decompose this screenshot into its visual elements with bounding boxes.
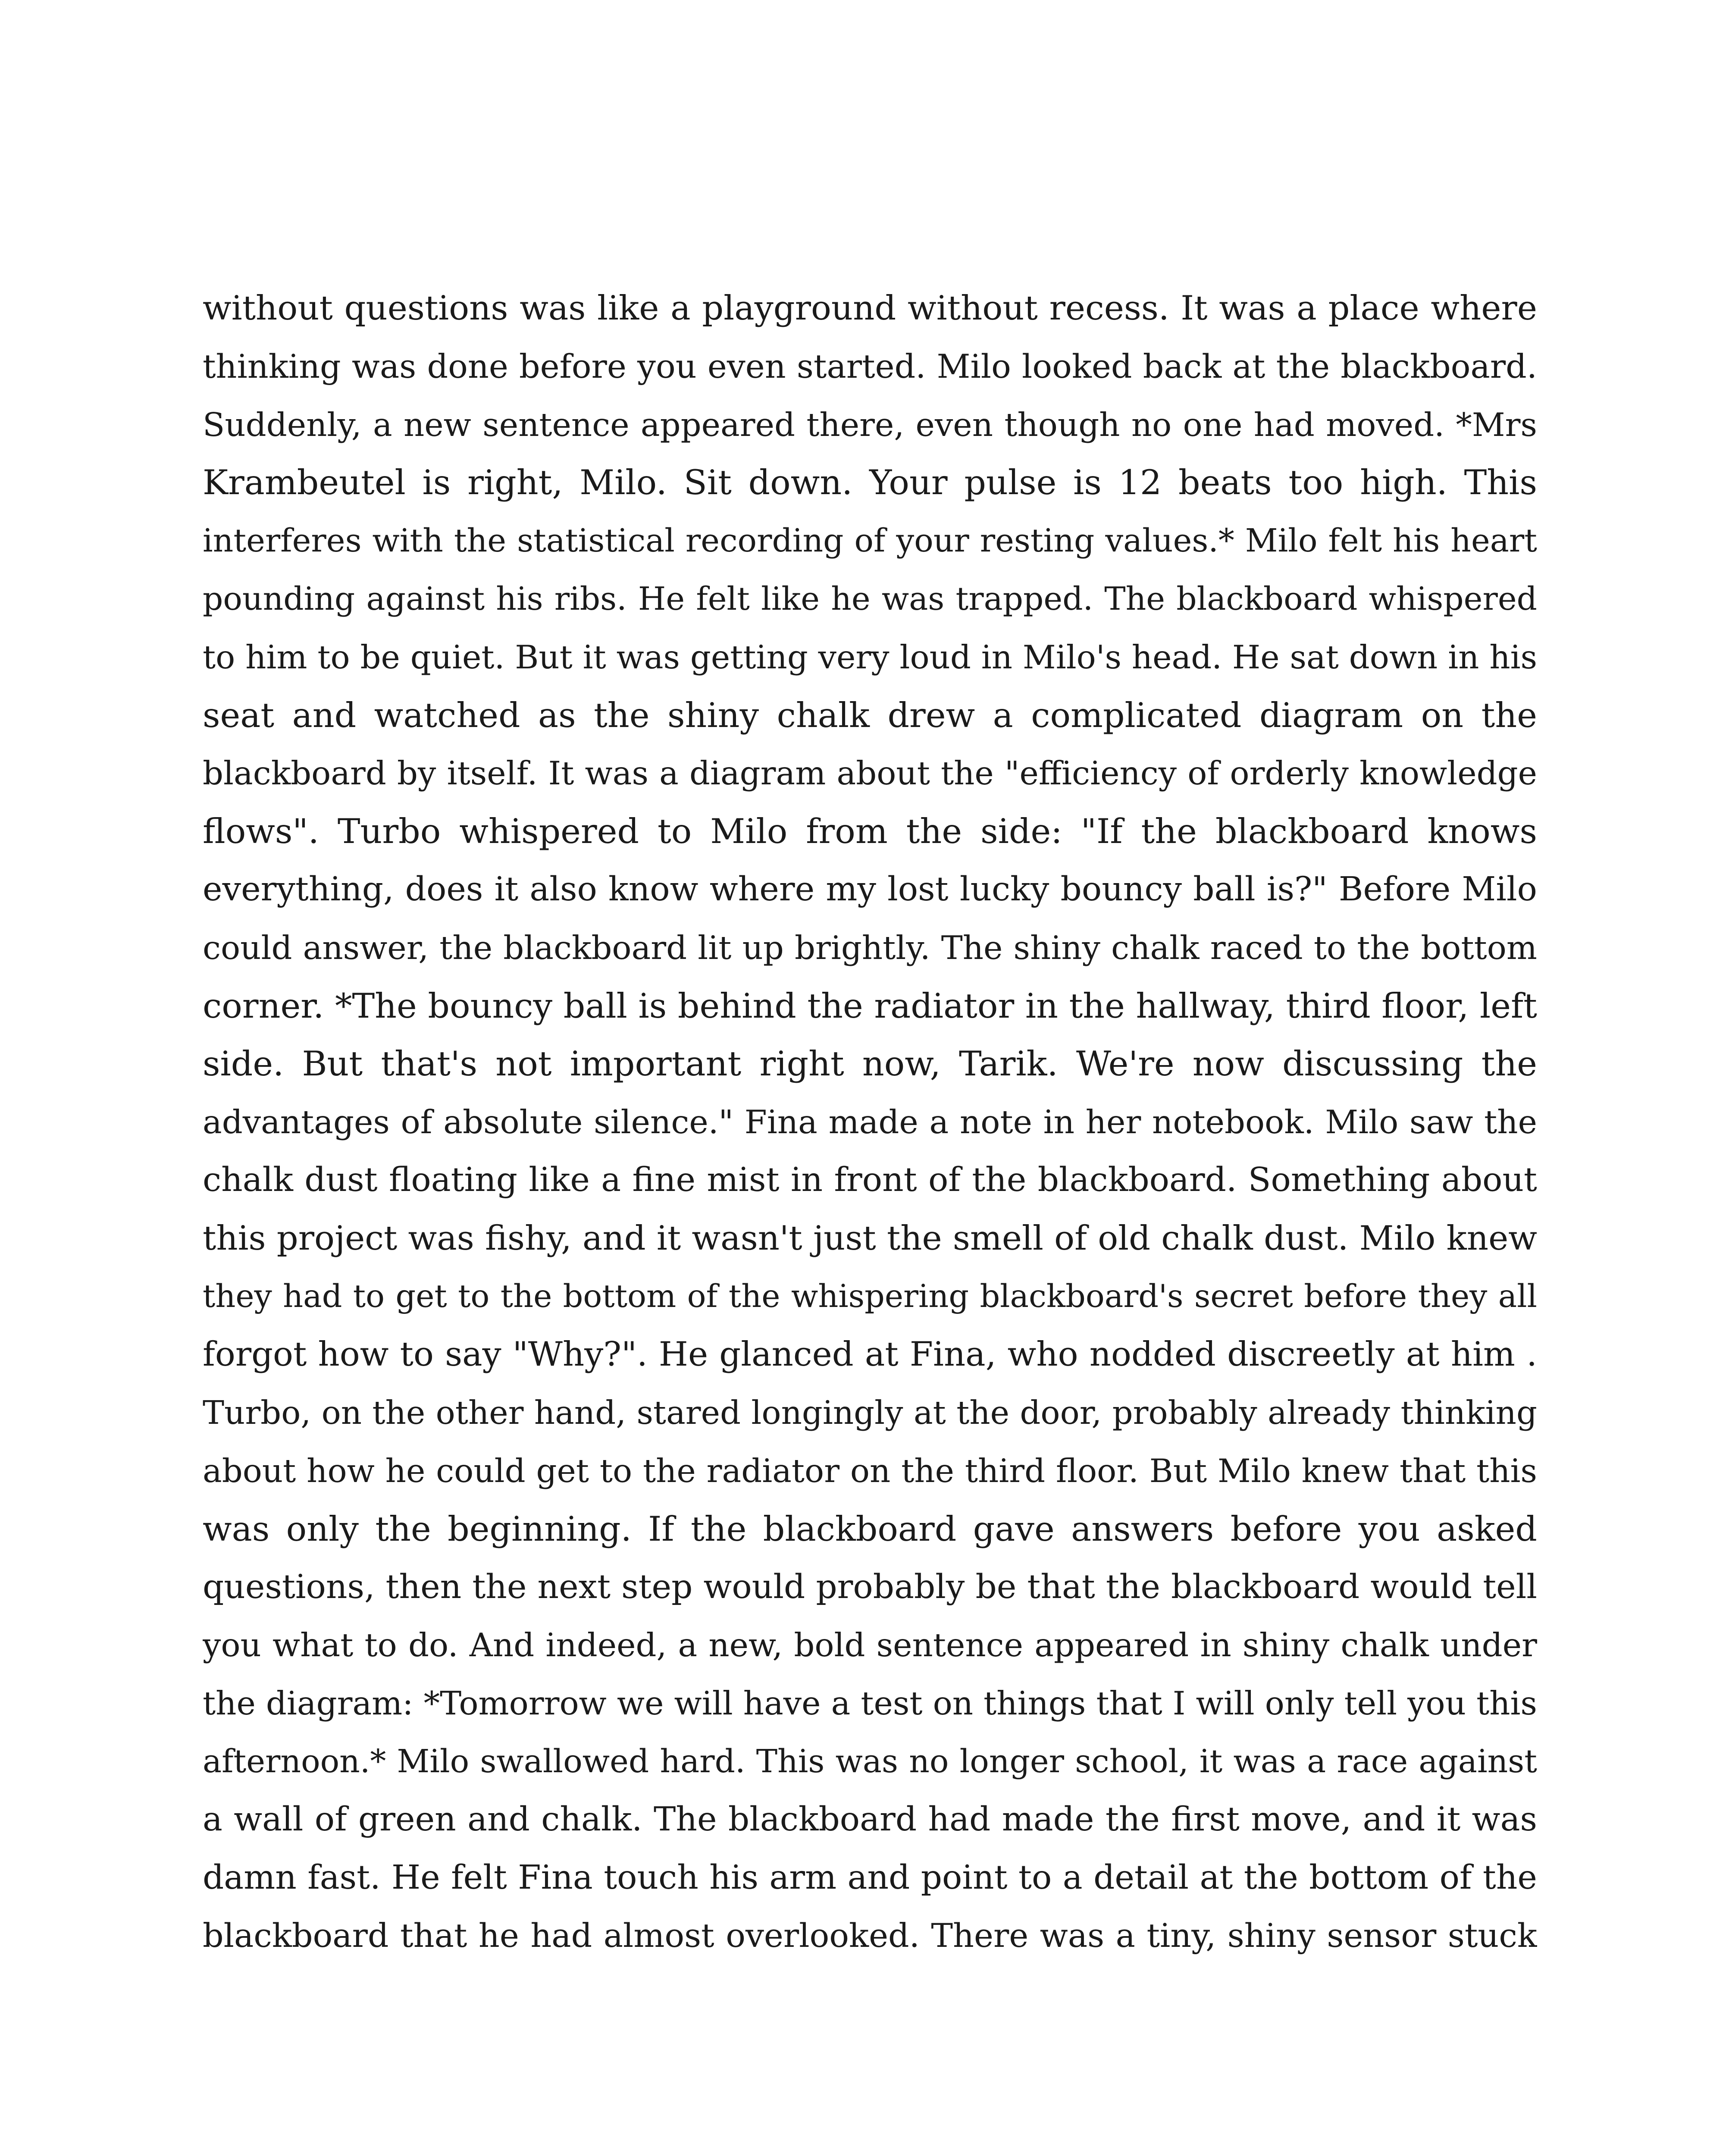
text-line: advantages of absolute silence." Fina made a note in her notebook. Milo saw the <box>203 1103 1537 1141</box>
text-line: they had to get to the bottom of the whispering blackboard's secret before they all <box>203 1278 1537 1315</box>
body-paragraph <box>203 279 1537 1965</box>
text-line: about how he could get to the radiator on the third floor. But Milo knew that this <box>203 1451 1537 1490</box>
text-line: seat and watched as the shiny chalk drew a complicated diagram on the <box>203 695 1537 735</box>
text-line: a wall of green and chalk. The blackboard had made the first move, and it was <box>203 1800 1537 1839</box>
text-line: forgot how to say "Why?". He glanced at Fina, who nodded discreetly at him . <box>203 1335 1537 1374</box>
text-line: this project was fishy, and it wasn't just the smell of old chalk dust. Milo knew <box>203 1219 1537 1258</box>
text-line: you what to do. And indeed, a new, bold sentence appeared in shiny chalk under <box>203 1626 1537 1664</box>
text-line: corner. *The bouncy ball is behind the radiator in the hallway, third floor, left <box>203 986 1537 1026</box>
text-line: to him to be quiet. But it was getting very loud in Milo's head. He sat down in his <box>203 638 1537 676</box>
text-line: without questions was like a playground without recess. It was a place where <box>203 289 1537 328</box>
text-line: was only the beginning. If the blackboard gave answers before you asked <box>203 1509 1537 1549</box>
text-line: Suddenly, a new sentence appeared there, even though no one had moved. *Mrs <box>203 405 1537 444</box>
text-line: thinking was done before you even started. Milo looked back at the blackboard. <box>203 347 1537 385</box>
text-line: the diagram: *Tomorrow we will have a test on things that I will only tell you this <box>203 1684 1537 1723</box>
text-line: afternoon.* Milo swallowed hard. This was no longer school, it was a race against <box>203 1742 1537 1780</box>
text-line: Krambeutel is right, Milo. Sit down. Your pulse is 12 beats too high. This <box>203 463 1537 503</box>
text-line: could answer, the blackboard lit up brightly. The shiny chalk raced to the bottom <box>203 928 1537 967</box>
text-line: blackboard that he had almost overlooked. There was a tiny, shiny sensor stuck <box>203 1916 1537 1955</box>
text-line: chalk dust floating like a fine mist in front of the blackboard. Something about <box>203 1160 1537 1199</box>
text-line: damn fast. He felt Fina touch his arm and point to a detail at the bottom of the <box>203 1858 1537 1897</box>
text-line: blackboard by itself. It was a diagram about the "efficiency of orderly knowledge <box>203 754 1537 793</box>
text-line: interferes with the statistical recording of your resting values.* Milo felt his heart <box>203 522 1537 560</box>
text-line: everything, does it also know where my lost lucky bouncy ball is?" Before Milo <box>203 870 1537 909</box>
text-line: flows". Turbo whispered to Milo from the side: "If the blackboard knows <box>203 812 1537 852</box>
text-line: side. But that's not important right now, Tarik. We're now discussing the <box>203 1044 1537 1084</box>
text-line: questions, then the next step would probably be that the blackboard would tell <box>203 1567 1537 1606</box>
text-line: Turbo, on the other hand, stared longingly at the door, probably already thinking <box>203 1394 1537 1432</box>
text-line: pounding against his ribs. He felt like he was trapped. The blackboard whispered <box>203 580 1537 617</box>
